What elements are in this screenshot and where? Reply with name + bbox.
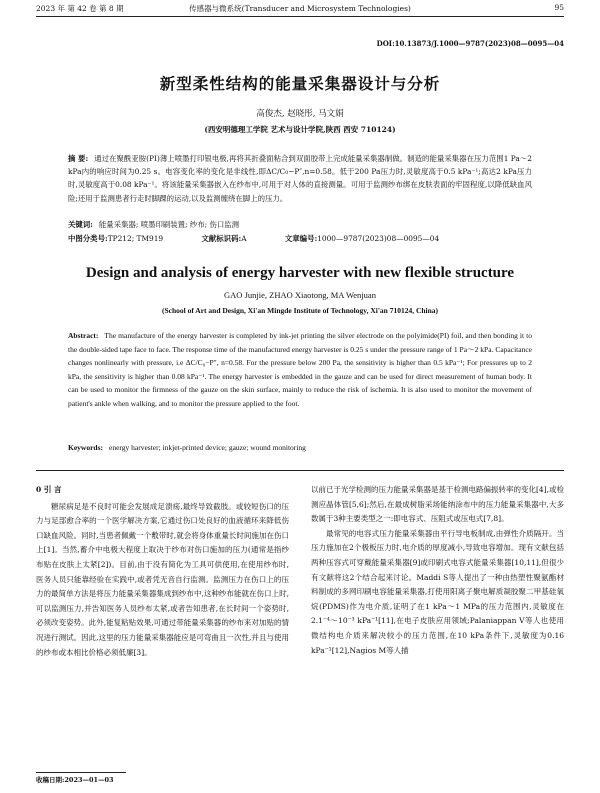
doi: DOI:10.13873/J.1000—9787(2023)08—0095—04 xyxy=(376,39,564,48)
en-keywords xyxy=(68,443,532,452)
article-no-value: 1000—9787(2023)08—0095—04 xyxy=(317,234,440,243)
zh-affiliation: (西安明德理工学院 艺术与设计学院,陕西 西安 710124) xyxy=(204,125,396,134)
en-abstract xyxy=(68,329,532,410)
journal-name: 传感器与微系统(Transducer and Microsystem Technologies) xyxy=(189,4,411,13)
en-title: Design and analysis of energy harvester with new flexible structure xyxy=(85,265,515,281)
en-keywords-text: energy harvester; inkjet-printed device; gauze; wound monitoring xyxy=(109,443,306,452)
zh-title: 新型柔性结构的能量采集器设计与分析 xyxy=(159,74,441,93)
zh-abstract-text: 通过在聚酰亚胺(PI)薄上喷墨打印银电极,再将其折叠面粘合到双面胶带上完成能量采集器制做。制造的能量采集器在压力范围1 Pa～2 kPa内的响应时间为0.25 s。电容变化率的变化是非线性,即ΔC/C₀−P″,n=0.58。低于200 Pa压力时,灵敏度高于0.5 kPa⁻¹;高达2 kPa压力时,灵敏度高于0.08 kPa⁻¹。将该能量采集器嵌入在纱布中,可用于对人体的直接测量。可用于监测纱布绑在皮肤表面的牢固程度,以降低缺血风险;还用于监测患者行走时脚踝的运动,以及监测缠绕在脚上的压力。 xyxy=(68,154,532,203)
header-rule xyxy=(36,16,564,17)
footnote-rule xyxy=(36,772,126,773)
clc-label: 中图分类号: xyxy=(68,234,108,243)
zh-abstract xyxy=(68,152,532,205)
zh-keywords xyxy=(68,219,532,230)
body-right-column xyxy=(311,483,564,658)
section-heading: 0 引 言 xyxy=(36,485,62,494)
body-paragraph: 最常见的电容式压力能量采集器由平行导电板制成,由弹性介质隔开。当压力施加在2个极板压力时,电介质的厚度减小,导致电容增加。现有文献包括两种压容式可穿戴能量采集器[9]或印刷式电容式能量采集器[10,11],但很少有文献将这2个结合起来讨论。Maddi S等人提出了一种由热塑性聚氨酯材料制成的多网印刷电容能量采集器,打使用阳离子聚电解质凝胶聚二甲基硅氧烷(PDMS)作为电介质,证明了在1 kPa～1 MPa的压力范围内,灵敏度在2.1⁻⁴～10⁻³ kPa⁻¹[11],在电子皮肤应用领域;Palaniappan V等人也使用微结构电介质来解决较小的压力范围,在10 kPa条件下,灵敏度为0.16 kPa⁻¹[12],Nagios M等人描 xyxy=(311,528,564,655)
doc-code-label: 文献标识码: xyxy=(201,234,242,243)
zh-keywords-text: 能量采集器; 喷墨印刷装置; 纱布; 伤口监测 xyxy=(98,220,240,229)
journal-issue: 2023 年 第 42 卷 第 8 期 xyxy=(36,4,124,13)
en-abstract-text: The manufacture of the energy harvester is completed by ink-jet printing the silver electrode on the polyimide(PI) foil, and then bonding it to the double-sided tape face to face. The response time of the manufactured energy harvester is 0.25 s under the pressure range of 1 Pa～2 kPa. Capacitance changes nonlinearly with pressure, i.e ΔC/C₀−P″, n=0.58. For the pressure below 200 Pa, the sensitivity is higher than 0.5 kPa⁻¹; For pressures up to 2 kPa, the sensitivity is higher than 0.08 kPa⁻¹. The energy harvester is embedded in the gauze and can be used for direct measurement of human body. It can be used to monitor the firmness of the gauze on the skin surface, mainly to reduce the risk of ischemia. It is also used to monitor the movement of patient's ankle when walking, and to monitor the pressure applied to the foot. xyxy=(68,331,532,408)
zh-abstract-label: 摘 要: xyxy=(68,154,89,163)
zh-keywords-label: 关键词: xyxy=(68,220,93,229)
en-authors: GAO Junjie, ZHAO Xiaotong, MA Wenjuan xyxy=(224,290,376,300)
clc-value: TP212; TM919 xyxy=(107,234,164,243)
zh-classification xyxy=(68,233,532,244)
received-date: 收稿日期:2023—01—03 xyxy=(36,776,114,784)
doc-code-value: A xyxy=(241,234,247,243)
en-abstract-label: Abstract: xyxy=(68,331,99,340)
en-keywords-label: Keywords: xyxy=(68,443,103,452)
body-left-column xyxy=(36,483,289,660)
body-paragraph: 以前已于光学检测的压力能量采集器是基于检测电路偏振转率的变化[4],或检测应晶体管[5,6];然后,在最成树脂采场能纳涂布中的压力能量采集器中,大多数属于3种主要类型之一:即电容式、压阻式或压电式[7,8]。 xyxy=(311,485,565,524)
page-number: 95 xyxy=(554,3,564,12)
body-paragraph: 糖尿病足是不良时可能会发展成足溃疡,最终导致截肢。或较短伤口的压力与足部愈合率的一个医学解决方案,它通过伤口处良好的血液循环来降低伤口缺血风险。同时,当患者佩戴一个敷带时,就会将身体重量长时间施加在伤口上[1]。当然,蓄介中电极大程度上取决于纱布对伤口施加的压力(通常是指纱布贴在皮肤上太紧[2])。目前,由于没有简化为工具可供使用,在使用纱布时,医务人员只能靠经验在实践中,或者凭无音自行监测。监测压力在伤口上的压力的最简单方法是将压力能量采集器集成到纱布中,这种纱布能就在伤口上时,可以监测压力,并告知医务人员纱布太紧,或者告知患者,在长时间一个姿势时,必须改变姿势。此外,能复粘贴效果,可通过带能量采集器的纱布来对加贴的情况进行测试。因此,这里的压力能量采集器能应是可弯曲且一次性,并且与使用的纱布或本相比价格必须低廉[3]。 xyxy=(36,501,289,657)
en-affiliation: (School of Art and Design, Xi'an Mingde Institute of Technology, Xi'an 710124, China) xyxy=(161,306,439,315)
zh-authors: 高俊杰, 赵晓彤, 马文娟 xyxy=(256,109,344,119)
abstract-divider xyxy=(36,470,564,471)
article-no-label: 文章编号: xyxy=(284,234,318,243)
running-header xyxy=(0,0,600,16)
